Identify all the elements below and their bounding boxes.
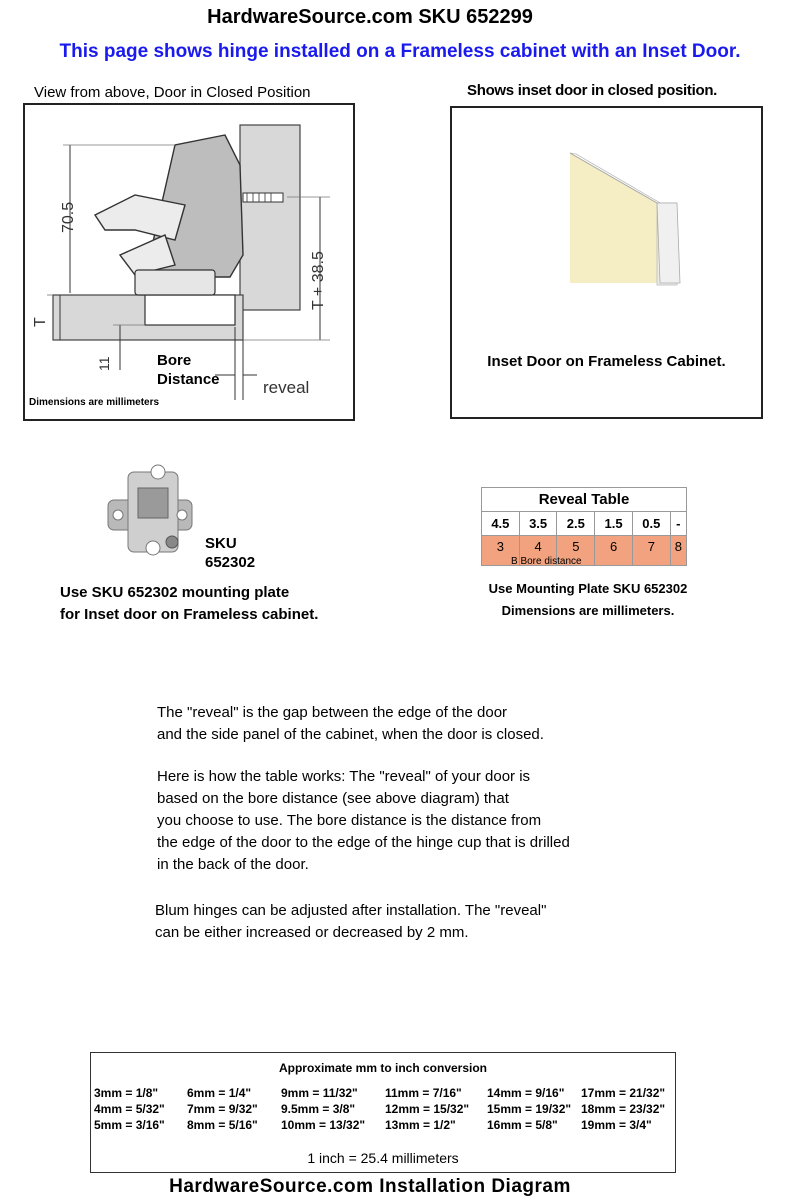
paragraph-line: Here is how the table works: The "reveal" of your door is [157, 768, 531, 785]
conversion-entry: 18mm = 23/32" [581, 1102, 666, 1116]
hinge-diagram [23, 103, 355, 421]
inset-door-box [450, 106, 763, 419]
bore-value: 5 [557, 536, 595, 566]
conversion-column [281, 1085, 365, 1133]
mounting-plate-image [100, 460, 200, 565]
reveal-label: reveal [263, 378, 310, 397]
conversion-entry: 9mm = 11/32" [281, 1086, 358, 1100]
conversion-entry: 7mm = 9/32" [187, 1102, 258, 1116]
reveal-table-caption [468, 578, 708, 622]
paragraph-table-explanation [157, 766, 570, 876]
conversion-column [581, 1085, 665, 1133]
inset-door-caption: Inset Door on Frameless Cabinet. [487, 353, 726, 370]
bore-label-2: Distance [157, 371, 220, 388]
dim-70-5: 70.5 [60, 201, 77, 233]
reveal-caption-line1: Use Mounting Plate SKU 652302 [488, 581, 688, 596]
paragraph-line: the edge of the door to the edge of the hinge cup that is drilled [157, 834, 570, 851]
conversion-box [90, 1052, 676, 1173]
conversion-entry: 11mm = 7/16" [385, 1086, 462, 1100]
reveal-value: - [670, 512, 686, 536]
conversion-entry: 19mm = 3/4" [581, 1118, 652, 1132]
conversion-entry: 4mm = 5/32" [94, 1102, 165, 1116]
paragraph-adjustment [155, 900, 546, 944]
inset-caption-top: Shows inset door in closed position. [467, 82, 718, 99]
reveal-table-title: Reveal Table [482, 488, 687, 512]
bore-value: 4 [519, 536, 557, 566]
conversion-entry: 6mm = 1/4" [187, 1086, 252, 1100]
reveal-value: 2.5 [557, 512, 595, 536]
paragraph-line: can be either increased or decreased by 2 mm. [155, 924, 469, 941]
bore-distance-label: B Bore distance [511, 556, 582, 567]
conversion-column [385, 1085, 469, 1133]
conversion-entry: 8mm = 5/16" [187, 1118, 258, 1132]
conversion-entry: 17mm = 21/32" [581, 1086, 666, 1100]
paragraph-line: Blum hinges can be adjusted after installation. The "reveal" [155, 902, 547, 919]
conversion-entry: 15mm = 19/32" [487, 1102, 572, 1116]
plate-caption-line1: Use SKU 652302 mounting plate [60, 584, 290, 601]
page-subtitle: This page shows hinge installed on a Frameless cabinet with an Inset Door. [59, 41, 741, 62]
mounting-plate-caption [60, 582, 318, 626]
reveal-caption-line2: Dimensions are millimeters. [501, 603, 675, 618]
diagram-caption: View from above, Door in Closed Position [34, 84, 311, 101]
paragraph-line: in the back of the door. [157, 856, 309, 873]
reveal-value: 1.5 [595, 512, 633, 536]
conversion-entry: 13mm = 1/2" [385, 1118, 456, 1132]
reveal-value: 0.5 [632, 512, 670, 536]
conversion-footer: 1 inch = 25.4 millimeters [307, 1150, 459, 1166]
conversion-entry: 3mm = 1/8" [94, 1086, 159, 1100]
conversion-column [487, 1085, 571, 1133]
conversion-column [94, 1085, 165, 1133]
dim-t: T [32, 317, 49, 327]
dimensions-note: Dimensions are millimeters [29, 397, 160, 408]
paragraph-reveal-definition [157, 702, 544, 746]
bore-value: 7 [632, 536, 670, 566]
bore-value: 8 [670, 536, 686, 566]
reveal-value: 4.5 [482, 512, 520, 536]
conversion-title: Approximate mm to inch conversion [278, 1061, 488, 1075]
bore-label-1: Bore [157, 352, 192, 369]
plate-sku-label [205, 534, 255, 572]
plate-sku-word: SKU [205, 535, 237, 552]
conversion-entry: 9.5mm = 3/8" [281, 1102, 356, 1116]
reveal-value: 3.5 [519, 512, 557, 536]
plate-sku-number: 652302 [205, 554, 256, 571]
conversion-entry: 16mm = 5/8" [487, 1118, 558, 1132]
bore-value: 6 [595, 536, 633, 566]
page-title: HardwareSource.com SKU 652299 [207, 6, 533, 28]
page-footer: HardwareSource.com Installation Diagram [169, 1176, 571, 1197]
plate-caption-line2: for Inset door on Frameless cabinet. [60, 606, 319, 623]
mounting-plate-drawing [100, 460, 200, 565]
bore-value: 3 [482, 536, 520, 566]
conversion-entry: 12mm = 15/32" [385, 1102, 470, 1116]
paragraph-line: and the side panel of the cabinet, when the door is closed. [157, 726, 544, 743]
paragraph-line: The "reveal" is the gap between the edge of the door [157, 704, 508, 721]
conversion-entry: 10mm = 13/32" [281, 1118, 366, 1132]
conversion-entry: 14mm = 9/16" [487, 1086, 565, 1100]
conversion-column [187, 1085, 258, 1133]
conversion-entry: 5mm = 3/16" [94, 1118, 165, 1132]
paragraph-line: you choose to use. The bore distance is the distance from [157, 812, 542, 829]
reveal-table [481, 487, 687, 566]
dim-11: 11 [96, 356, 112, 371]
inset-door-illustration [452, 108, 761, 338]
paragraph-line: based on the bore distance (see above diagram) that [157, 790, 509, 807]
dim-t-plus: T + 38.5 [310, 251, 327, 310]
hinge-drawing [25, 105, 353, 419]
